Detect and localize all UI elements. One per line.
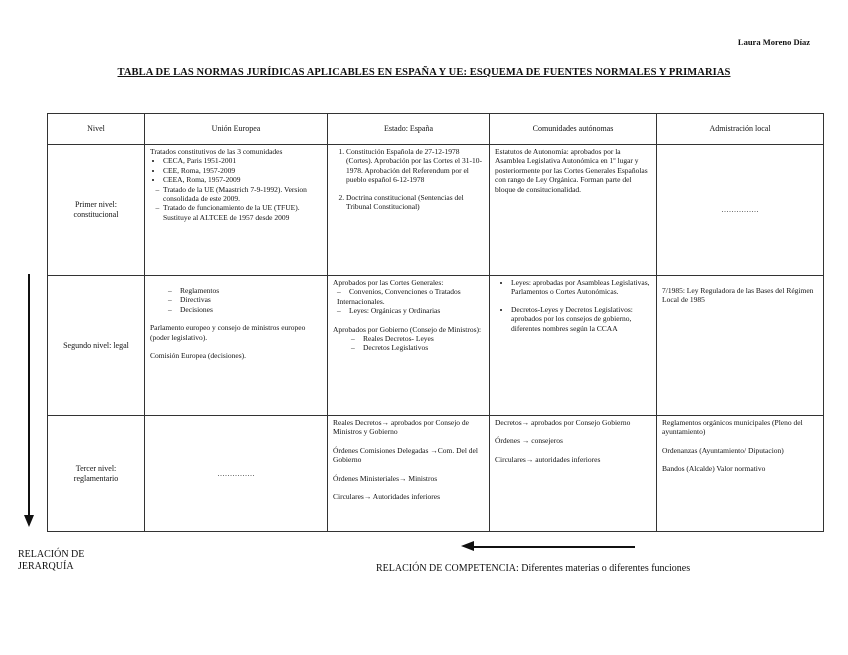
estado-list: [333, 147, 484, 211]
level-cell: Primer nivel: constitucional: [48, 145, 145, 276]
list-item: – Leyes: Orgánicas y Ordinarias: [333, 306, 484, 315]
estado-cell: [328, 145, 490, 276]
estado-item: Circulares→ Autoridades inferiores: [333, 492, 441, 502]
hierarchy-arrow-line: [28, 274, 30, 517]
list-item: • CECA, Paris 1951-2001: [163, 156, 322, 165]
competence-label: RELACIÓN DE COMPETENCIA: Diferentes materias o diferentes funciones: [376, 563, 691, 574]
ue-paragraph: Parlamento europeo y consejo de ministros europeo (poder legislativo).: [150, 323, 306, 342]
local-item: Bandos (Alcalde) Valor normativo: [662, 464, 766, 474]
ccaa-cell: [490, 416, 657, 532]
list-item: • Decretos-Leyes y Decretos Legislativos: aprobados por los consejos de gobierno, diferentes nombres según la CCAA: [511, 305, 651, 333]
table-header-row: [48, 114, 824, 145]
col-header-local: Admistración local: [657, 114, 824, 145]
local-cell: [657, 416, 824, 532]
ccaa-item: Circulares→ autoridades inferiores: [495, 454, 601, 464]
list-item: • Leyes: aprobadas por Asambleas Legislativas, Parlamentos o Cortes Autonómicas.: [511, 278, 651, 297]
local-item: Ordenanzas (Ayuntamiento/ Diputacion): [662, 445, 784, 455]
level-cell: Tercer nivel: reglamentario: [48, 416, 145, 532]
col-header-ccaa: Comunidades autónomas: [490, 114, 657, 145]
list-item: – Decretos Legislativos: [333, 343, 484, 352]
estado-cell: [328, 276, 490, 416]
level-cell: Segundo nivel: legal: [48, 276, 145, 416]
list-item: • CEE, Roma, 1957-2009: [163, 166, 322, 175]
table-row: [48, 145, 824, 276]
list-item: • CEEA, Roma, 1957-2009: [163, 175, 322, 184]
list-item: – Reales Decretos- Leyes: [333, 334, 484, 343]
list-item: – Convenios, Convenciones o Tratados Internacionales.: [333, 287, 484, 306]
page-title: TABLA DE LAS NORMAS JURÍDICAS APLICABLES EN ESPAÑA Y UE: ESQUEMA DE FUENTES NORMALES Y PRIMARIAS: [117, 67, 731, 78]
estado-cell: [328, 416, 490, 532]
ue-cell: [145, 145, 328, 276]
col-header-estado: Estado: España: [328, 114, 490, 145]
list-item: 2. Doctrina constitucional (Sentencias del Tribunal Constitucional): [346, 193, 484, 212]
ue-paragraph: Comisión Europea (decisiones).: [150, 351, 247, 361]
ue-treaty-list: [150, 156, 322, 184]
ccaa-list: [495, 278, 651, 333]
list-item: – Tratado de funcionamiento de la UE (TFUE). Sustituye al ALTCEE de 1957 desde 2009: [163, 203, 322, 222]
ue-dash-list: [150, 185, 322, 223]
table-row: [48, 276, 824, 416]
local-item: Reglamentos orgánicos municipales (Pleno del ayuntamiento): [662, 418, 803, 437]
list-item: – Tratado de la UE (Maastrich 7-9-1992). Version consolidada de este 2009.: [163, 185, 322, 204]
estado-item: Órdenes Ministeriales→ Ministros: [333, 473, 438, 483]
norms-table: [47, 113, 824, 532]
ccaa-cell: Estatutos de Autonomía: aprobados por la Asamblea Legislativa Autonómica en 1º lugar y posteriormente por las Cortes Generales Españolas con rango de Ley Orgánica. Forman parte del bloque de consitucionalidad.: [490, 145, 657, 276]
ccaa-item: Decretos→ aprobados por Consejo Gobierno: [495, 418, 631, 427]
list-item: – Reglamentos: [150, 286, 322, 295]
ue-intro: Tratados constitutivos de las 3 comunidades: [150, 147, 283, 156]
ccaa-cell: [490, 276, 657, 416]
local-cell: [657, 276, 824, 416]
estado-item: Órdenes Comisiones Delegadas →Com. Del del Gobierno: [333, 445, 478, 465]
estado-heading: Aprobados por las Cortes Generales:: [333, 278, 444, 287]
estado-heading: Aprobados por Gobierno (Consejo de Ministros):: [333, 324, 482, 334]
estado-item: Reales Decretos→ aprobados por Consejo de Ministros y Gobierno: [333, 418, 470, 437]
arrow-left-icon: [461, 541, 474, 551]
list-item: 1. Constitución Española de 27-12-1978 (Cortes). Aprobación por las Cortes el 31-10-1978. Aprobación del Referendum por el pueblo español 6-12-1978: [346, 147, 484, 185]
ccaa-item: Órdenes → consejeros: [495, 436, 563, 446]
estado-dash-list: [333, 287, 484, 315]
list-item: – Directivas: [150, 295, 322, 304]
ue-cell: ……………: [145, 416, 328, 532]
competence-arrow-line: [472, 546, 635, 548]
table-row: [48, 416, 824, 532]
ue-dash-list: [150, 286, 322, 314]
estado-dash-list: [333, 334, 484, 353]
local-text: 7/1985: Ley Reguladora de las Bases del Régimen Local de 1985: [662, 286, 814, 305]
col-header-ue: Unión Europea: [145, 114, 328, 145]
arrow-down-icon: [24, 515, 34, 527]
hierarchy-label: RELACIÓN DE JERARQUÍA: [18, 549, 85, 572]
list-item: – Decisiones: [150, 305, 322, 314]
author-name: Laura Moreno Díaz: [737, 37, 810, 47]
col-header-nivel: Nivel: [48, 114, 145, 145]
local-cell: ……………: [657, 145, 824, 276]
ue-cell: [145, 276, 328, 416]
